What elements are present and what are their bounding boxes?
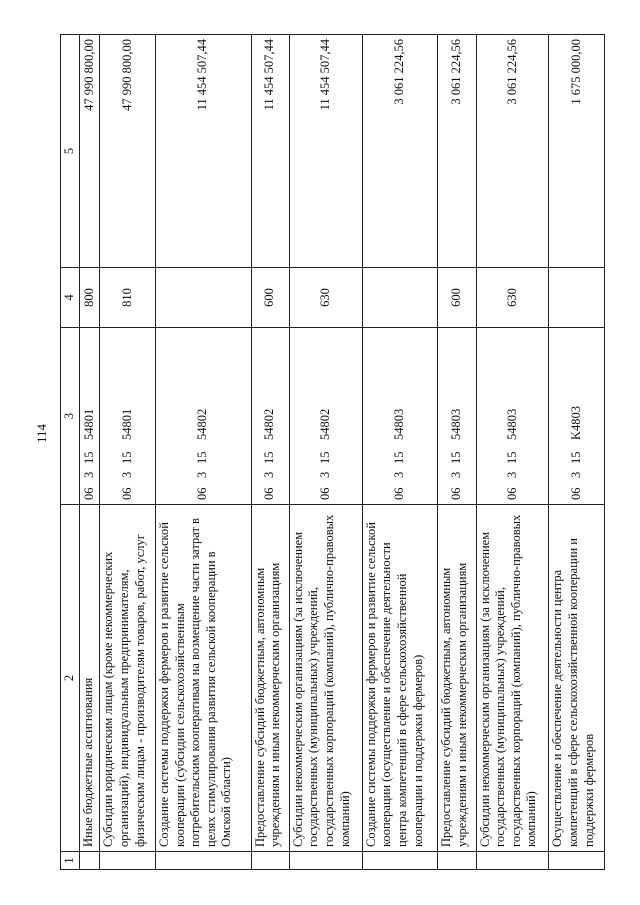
header-col-2: 2 [61,505,80,852]
table-row [100,35,156,870]
row-vr-cell [155,268,251,328]
row-index-cell [79,852,100,870]
code-part: 15 [504,451,519,464]
header-row [61,35,80,870]
row-name-cell: Создание системы поддержки фермеров и развитие сельской кооперации (субсидии сельскохозяйственным потребительским кооперативам на возмещение части затрат в целях стимулирования развития сельской кооперации в Омской области) [155,505,251,852]
row-sum-cell: 47 990 800,00 [100,35,156,268]
code-part: 3 [504,471,519,478]
row-code-cell [549,328,605,505]
code-part: 06 [195,487,210,500]
header-col-5: 5 [61,35,80,268]
row-code-cell [362,328,438,505]
code-part: 15 [262,451,277,464]
row-code-cell [476,328,549,505]
code-part: 54803 [449,408,464,440]
rotated-table-container [60,35,605,870]
row-code-cell [79,328,100,505]
code-part: 3 [449,471,464,478]
row-index-cell [251,852,289,870]
code-part: 3 [317,471,332,478]
code-part: 54803 [392,408,407,440]
row-index-cell [362,852,438,870]
row-index-cell [438,852,476,870]
header-col-3: 3 [61,328,80,505]
row-name-cell: Субсидии юридическим лицам (кроме некоммерческих организаций), индивидуальным предпринимателям, физическим лицам - производителям товаров, работ, услуг [100,505,156,852]
row-name-cell: Иные бюджетные ассигнования [79,505,100,852]
row-vr-cell: 630 [289,268,362,328]
code-part: 54802 [317,408,332,440]
row-vr-cell: 800 [79,268,100,328]
row-index-cell [549,852,605,870]
row-code-cell [100,328,156,505]
row-sum-cell: 11 454 507,44 [289,35,362,268]
row-vr-cell [549,268,605,328]
table-row [155,35,251,870]
code-part: 3 [119,471,134,478]
row-index-cell [100,852,156,870]
row-vr-cell: 630 [476,268,549,328]
page-number: 114 [34,423,49,443]
code-part: 54803 [504,408,519,440]
code-part: 06 [392,487,407,500]
table-row [549,35,605,870]
code-part: 3 [392,471,407,478]
table-row [362,35,438,870]
row-vr-cell [362,268,438,328]
code-part: 06 [568,487,583,500]
row-sum-cell: 3 061 224,56 [362,35,438,268]
row-sum-cell: 11 454 507,44 [155,35,251,268]
table-row [289,35,362,870]
row-code-cell [251,328,289,505]
code-part: 15 [81,451,96,464]
row-code-cell [438,328,476,505]
table-row [476,35,549,870]
row-sum-cell: 3 061 224,56 [476,35,549,268]
code-part: 06 [262,487,277,500]
row-code-cell [155,328,251,505]
row-index-cell [476,852,549,870]
code-part: 15 [317,451,332,464]
code-part: 15 [195,451,210,464]
row-name-cell: Осуществление и обеспечение деятельности центра компетенций в сфере сельскохозяйственной кооперации и поддержки фермеров [549,505,605,852]
header-col-1: 1 [61,852,80,870]
code-part: 3 [568,471,583,478]
row-name-cell: Создание системы поддержки фермеров и развитие сельской кооперации (осуществление и обеспечение деятельности центра компетенций в сфере сельскохозяйственной кооперации и поддержки фермеров) [362,505,438,852]
row-sum-cell: 47 990 800,00 [79,35,100,268]
row-sum-cell: 11 454 507,44 [251,35,289,268]
code-part: 15 [392,451,407,464]
row-vr-cell: 600 [251,268,289,328]
code-part: 06 [317,487,332,500]
row-index-cell [155,852,251,870]
code-part: 3 [262,471,277,478]
code-part: 3 [195,471,210,478]
table-row [438,35,476,870]
code-part: 54802 [262,408,277,440]
budget-table [60,34,605,870]
row-name-cell: Предоставление субсидий бюджетным, автономным учреждениям и иным некоммерческим организациям [251,505,289,852]
code-part: 3 [81,471,96,478]
row-sum-cell: 3 061 224,56 [438,35,476,268]
code-part: 15 [568,451,583,464]
row-name-cell: Предоставление субсидий бюджетным, автономным учреждениям и иным некоммерческим организациям [438,505,476,852]
row-name-cell: Субсидии некоммерческим организациям (за исключением государственных (муниципальных) учреждений, государственных корпораций (компаний), публично-правовых компаний) [289,505,362,852]
code-part: 06 [81,487,96,500]
row-index-cell [289,852,362,870]
table-row [79,35,100,870]
code-part: 54801 [81,408,96,440]
row-vr-cell: 600 [438,268,476,328]
code-part: K4803 [568,405,583,440]
code-part: 54801 [119,408,134,440]
table-row [251,35,289,870]
code-part: 15 [119,451,134,464]
header-col-4: 4 [61,268,80,328]
row-code-cell [289,328,362,505]
code-part: 06 [449,487,464,500]
row-sum-cell: 1 675 000,00 [549,35,605,268]
code-part: 06 [504,487,519,500]
row-vr-cell: 810 [100,268,156,328]
row-name-cell: Субсидии некоммерческим организациям (за исключением государственных (муниципальных) учреждений, государственных корпораций (компаний), публично-правовых компаний) [476,505,549,852]
code-part: 06 [119,487,134,500]
code-part: 54802 [195,408,210,440]
code-part: 15 [449,451,464,464]
